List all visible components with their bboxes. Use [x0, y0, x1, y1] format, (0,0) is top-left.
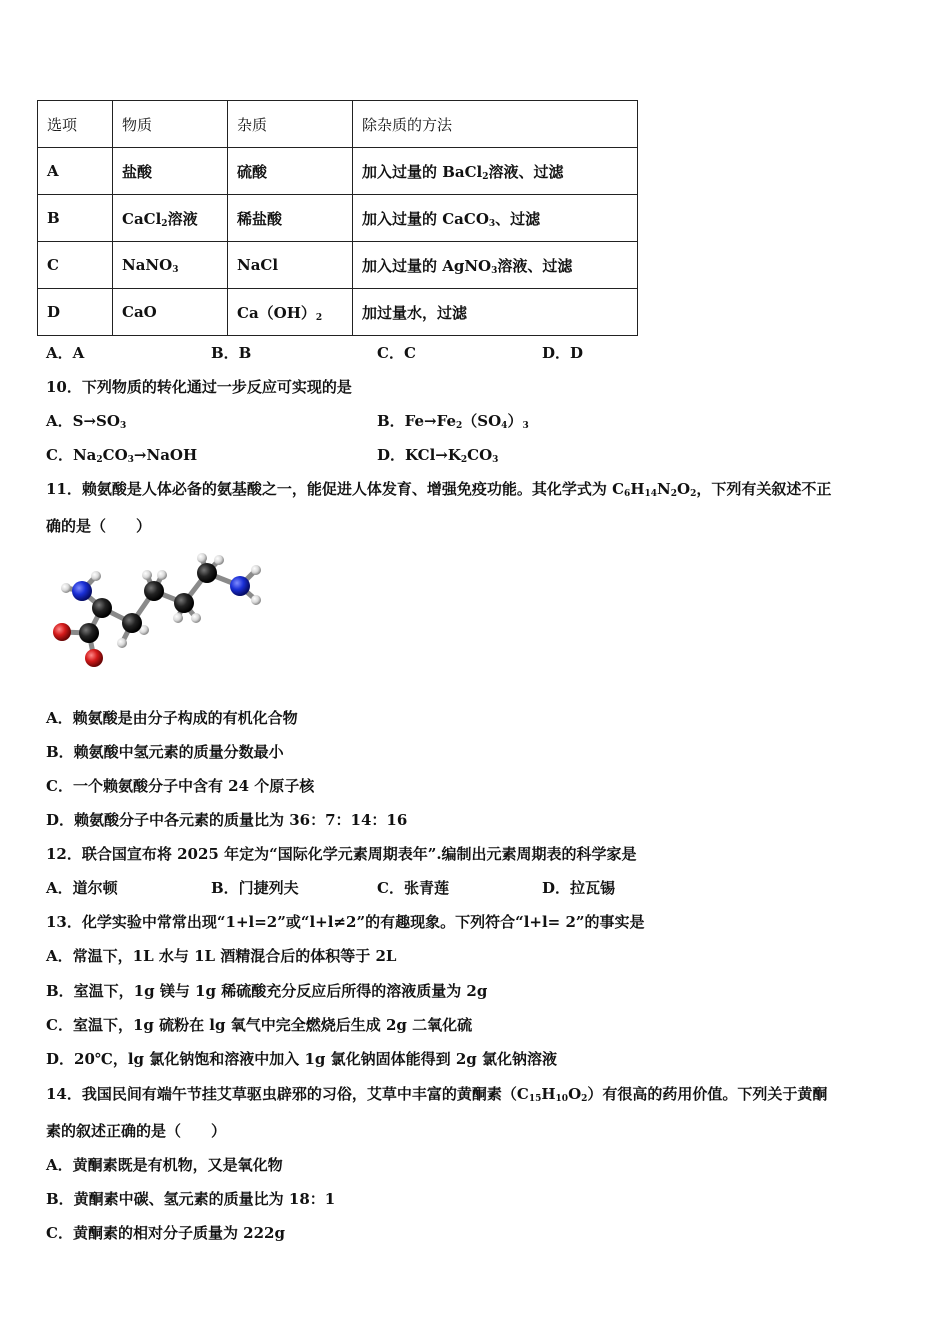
table-row: [38, 242, 638, 289]
cell-text: Ca（OH）: [237, 303, 316, 322]
lysine-molecule-image: [44, 548, 269, 678]
cell-text: NaNO: [122, 255, 173, 274]
choice-text: A．S→SO: [46, 412, 120, 430]
cell-text: CaCl: [122, 209, 162, 228]
q11-choice-b: B．赖氨酸中氢元素的质量分数最小: [46, 743, 284, 761]
choice-text: D．KCl→K: [377, 446, 461, 464]
table-row: [38, 195, 638, 242]
cell-text: 、过滤: [495, 209, 541, 228]
q14-choice-b: B．黄酮素中碳、氢元素的质量比为 18：1: [46, 1190, 336, 1208]
choice-text: CO: [467, 446, 493, 464]
q12-choice-a: A．道尔顿: [46, 879, 118, 897]
subscript: 3: [488, 218, 496, 229]
subscript: 2: [315, 312, 323, 323]
stem-text: 11．赖氨酸是人体必备的氨基酸之一，能促进人体发育、增强免疫功能。其化学式为 C: [46, 480, 625, 498]
table-cell: [353, 242, 638, 289]
cell-text: 溶液、过滤: [497, 256, 573, 275]
q11-choice-d: D．赖氨酸分子中各元素的质量比为 36：7：14：16: [46, 811, 408, 829]
choice-text: （SO: [462, 412, 502, 430]
table-cell: D: [38, 289, 113, 336]
table-cell: 硫酸: [228, 148, 353, 195]
q13-choice-d: D．20℃，lg 氯化钠饱和溶液中加入 1g 氯化钠固体能得到 2g 氯化钠溶液: [46, 1050, 558, 1068]
stem-text: ）有很高的药用价值。下列关于黄酮: [587, 1085, 828, 1103]
subscript: 3: [492, 455, 499, 465]
q11-choice-a: A．赖氨酸是由分子构成的有机化合物: [46, 709, 298, 727]
subscript: 2: [460, 455, 468, 465]
q10-choice-a: [46, 410, 126, 431]
q13-stem: 13．化学实验中常常出现“1+l=2”或“l+l≠2”的有趣现象。下列符合“l+l= 2”的事实是: [46, 913, 645, 931]
table-cell: [228, 289, 353, 336]
subscript: 2: [96, 455, 103, 465]
table-cell: [113, 195, 228, 242]
subscript: 2: [482, 171, 489, 182]
subscript: 14: [644, 489, 658, 499]
q13-choice-b: B．室温下，1g 镁与 1g 稀硫酸充分反应后所得的溶液质量为 2g: [46, 982, 488, 1000]
q9-choice-c: C．C: [377, 344, 416, 362]
stem-text: O: [568, 1085, 582, 1103]
table-cell: C: [38, 242, 113, 289]
stem-text: H: [541, 1085, 556, 1103]
table-header-row: [38, 101, 638, 148]
q9-choice-b: B．B: [211, 344, 252, 362]
subscript: 2: [581, 1094, 588, 1104]
table-header: 选项: [38, 101, 113, 148]
cell-text: 溶液: [167, 209, 198, 228]
subscript: 4: [501, 421, 508, 431]
stem-text: N: [657, 480, 671, 498]
stem-text: ，下列有关叙述不正: [696, 480, 832, 498]
subscript: 2: [670, 489, 678, 499]
options-table: [37, 100, 638, 336]
table-cell: 加过量水，过滤: [353, 289, 638, 336]
table-cell: NaCl: [228, 242, 353, 289]
table-row: [38, 289, 638, 336]
table-cell: A: [38, 148, 113, 195]
choice-text: C．Na: [46, 446, 97, 464]
choice-text: →NaOH: [133, 446, 198, 464]
cell-text: 加入过量的 BaCl: [362, 162, 483, 181]
table-cell: [353, 195, 638, 242]
stem-text: O: [677, 480, 691, 498]
table-cell: [113, 242, 228, 289]
q9-choice-d: D．D: [542, 344, 584, 362]
subscript: 2: [690, 489, 697, 499]
q14-stem: [46, 1083, 827, 1104]
stem-text: H: [630, 480, 645, 498]
choice-text: B．Fe→Fe: [377, 412, 456, 430]
table-cell: [353, 148, 638, 195]
table-cell: 盐酸: [113, 148, 228, 195]
q13-choice-a: A．常温下，1L 水与 1L 酒精混合后的体积等于 2L: [46, 947, 397, 965]
q11-choice-c: C．一个赖氨酸分子中含有 24 个原子核: [46, 777, 315, 795]
cell-text: 加入过量的 AgNO: [362, 256, 492, 275]
choice-text: CO: [102, 446, 128, 464]
q12-choice-d: D．拉瓦锡: [542, 879, 616, 897]
subscript: 3: [119, 421, 127, 431]
q14-choice-a: A．黄酮素既是有机物，又是氧化物: [46, 1156, 283, 1174]
subscript: 10: [555, 1094, 569, 1104]
table-header: 物质: [113, 101, 228, 148]
q10-choice-c: [46, 444, 197, 465]
subscript: 6: [624, 489, 631, 499]
subscript: 3: [127, 455, 134, 465]
q11-stem-cont: 确的是（ ）: [46, 517, 152, 535]
q10-choice-d: [377, 444, 498, 465]
q12-stem: 12．联合国宣布将 2025 年定为“国际化学元素周期表年”.编制出元素周期表的科学家是: [46, 845, 637, 863]
cell-text: 加入过量的 CaCO: [362, 209, 489, 228]
subscript: 2: [161, 218, 168, 229]
q14-choice-c: C．黄酮素的相对分子质量为 222g: [46, 1224, 285, 1242]
q11-stem: [46, 478, 831, 499]
q12-choice-c: C．张青莲: [377, 879, 449, 897]
cell-text: 溶液、过滤: [488, 162, 564, 181]
table-cell: CaO: [113, 289, 228, 336]
q14-stem-cont: 素的叙述正确的是（ ）: [46, 1122, 227, 1140]
subscript: 3: [491, 265, 498, 276]
q10-choice-b: [377, 410, 529, 431]
stem-text: 14．我国民间有端午节挂艾草驱虫辟邪的习俗，艾草中丰富的黄酮素（C: [46, 1085, 529, 1103]
table-cell: B: [38, 195, 113, 242]
subscript: 3: [172, 264, 179, 275]
subscript: 3: [522, 421, 529, 431]
subscript: 2: [456, 421, 463, 431]
table-cell: 稀盐酸: [228, 195, 353, 242]
table-row: [38, 148, 638, 195]
table-header: 除杂质的方法: [353, 101, 638, 148]
table-header: 杂质: [228, 101, 353, 148]
q13-choice-c: C．室温下，1g 硫粉在 lg 氧气中完全燃烧后生成 2g 二氧化硫: [46, 1016, 473, 1034]
subscript: 15: [528, 1094, 542, 1104]
choice-text: ）: [507, 412, 523, 430]
q10-stem: 10．下列物质的转化通过一步反应可实现的是: [46, 378, 352, 396]
q9-choice-a: A．A: [46, 344, 85, 362]
q12-choice-b: B．门捷列夫: [211, 879, 299, 897]
